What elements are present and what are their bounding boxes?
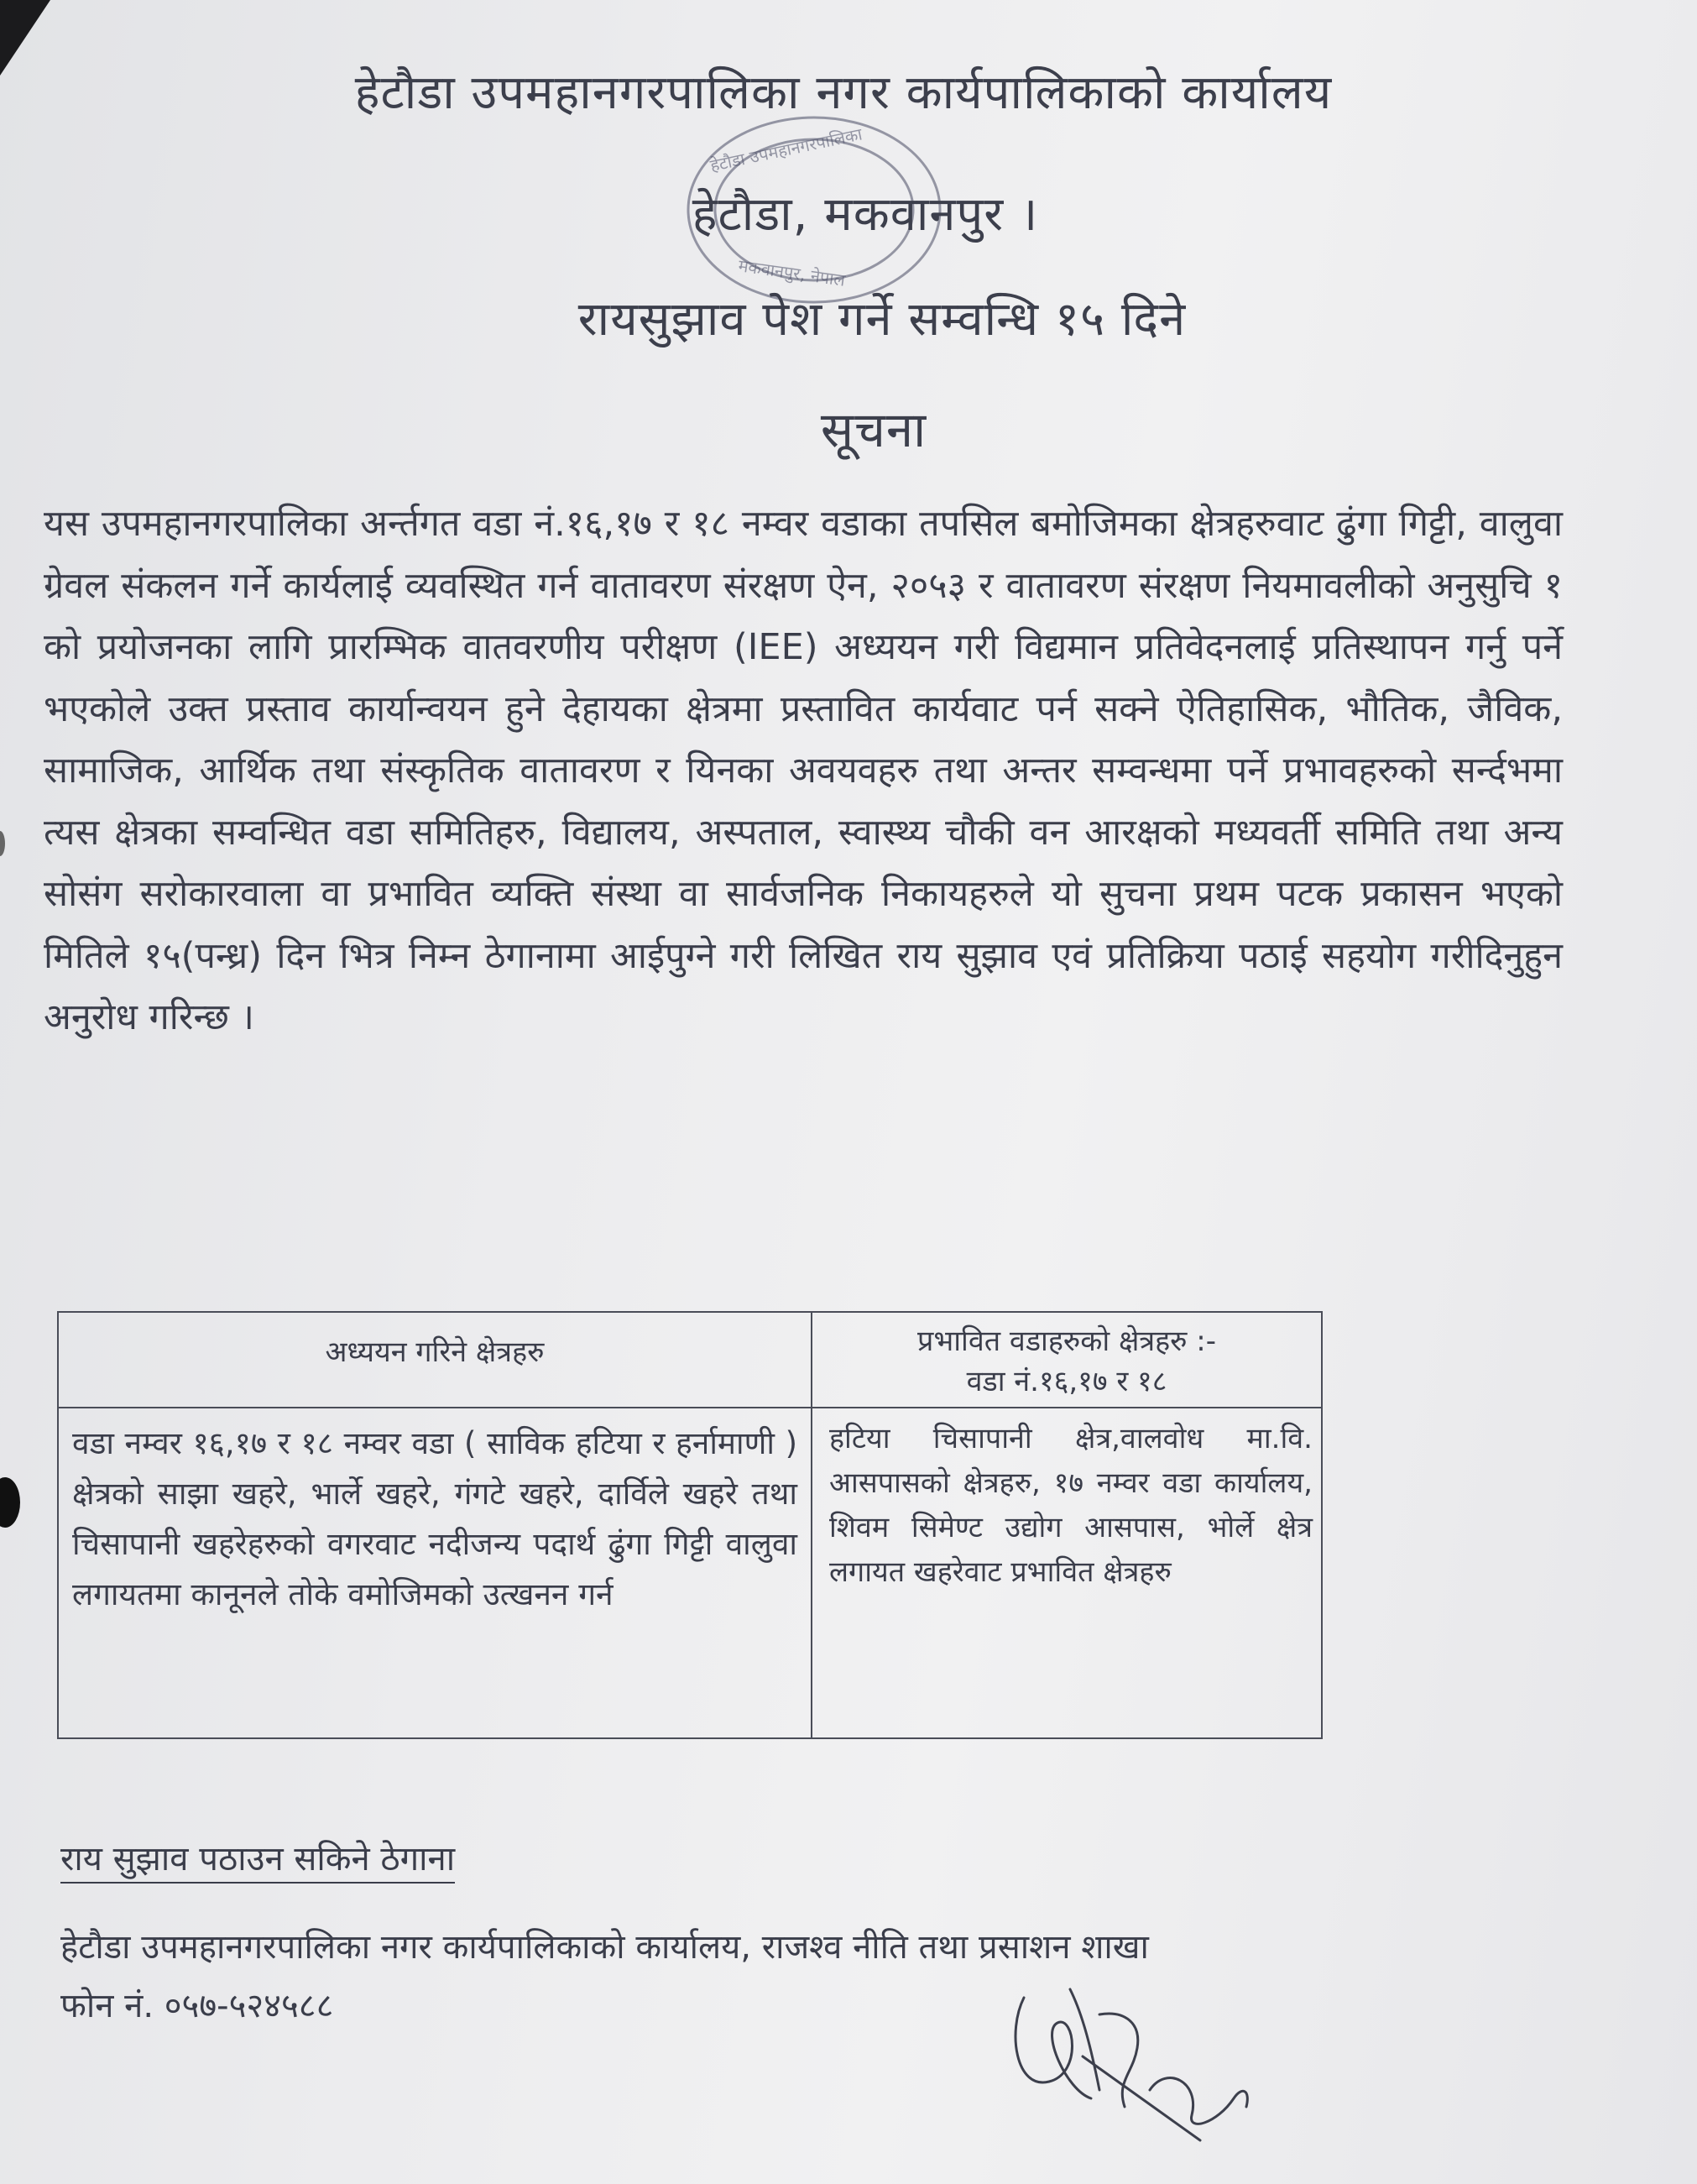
- punch-hole-small: [0, 831, 5, 856]
- table-cell-study-areas: वडा नम्वर १६,१७ र १८ नम्वर वडा ( साविक हटिया र हर्नामाणी ) क्षेत्रको साझा खहरे, भार्ले खहरे, गंगटे खहरे, दार्विले खहरे तथा चिसापानी खहरेहरुको वगरवाट नदीजन्य पदार्थ ढुंगा गिट्टी वालुवा लगायतमा कानूनले तोके वमोजिमको उत्खनन गर्न: [72, 1425, 797, 1612]
- study-area-table: [57, 1311, 1323, 1739]
- punch-hole: [0, 1477, 20, 1528]
- phone-number: फोन नं. ०५७-५२४५८८: [60, 1987, 334, 2025]
- svg-text:मकवानपुर, नेपाल: मकवानपुर, नेपाल: [737, 255, 847, 290]
- svg-text:हेटौडा उपमहानगरपालिका: हेटौडा उपमहानगरपालिका: [708, 123, 864, 176]
- address-heading: राय सुझाव पठाउन सकिने ठेगाना: [60, 1834, 455, 1884]
- office-title: हेटौडा उपमहानगरपालिका नगर कार्यपालिकाको कार्यालय: [354, 65, 1333, 120]
- notice-subject: रायसुझाव पेश गर्ने सम्वन्धि १५ दिने: [577, 292, 1187, 347]
- table-cell-affected-areas: हटिया चिसापानी क्षेत्र,वालवोध मा.वि. आसपासको क्षेत्रहरु, १७ नम्वर वडा कार्यालय, शिवम सिमेण्ट उद्योग आसपास, भोर्ले क्षेत्र लगायत खहरेवाट प्रभावित क्षेत्रहरु: [829, 1422, 1313, 1589]
- table-header-affected-areas: [812, 1313, 1321, 1407]
- notice-paragraph: यस उपमहानगरपालिका अर्न्तगत वडा नं.१६,१७ र १८ नम्वर वडाका तपसिल बमोजिमका क्षेत्रहरुवाट ढुंगा गिट्टी, वालुवा ग्रेवल संकलन गर्ने कार्यलाई व्यवस्थित गर्न वातावरण संरक्षण ऐन, २०५३ र वातावरण संरक्षण नियमावलीको अनुसुचि १ को प्रयोजनका लागि प्रारम्भिक वातवरणीय परीक्षण (IEE) अध्ययन गरी विद्यमान प्रतिवेदनलाई प्रतिस्थापन गर्नु पर्ने भएकोले उक्त प्रस्ताव कार्यान्वयन हुने देहायका क्षेत्रमा प्रस्तावित कार्यवाट पर्न सक्ने ऐतिहासिक, भौतिक, जैविक, सामाजिक, आर्थिक तथा संस्कृतिक वातावरण र यिनका अवयवहरु तथा अन्तर सम्वन्धमा पर्ने प्रभावहरुको सर्न्दभमा त्यस क्षेत्रका सम्वन्धित वडा समितिहरु, विद्यालय, अस्पताल, स्वास्थ्य चौकी वन आरक्षको मध्यवर्ती समिति तथा अन्य सोसंग सरोकारवाला वा प्रभावित व्यक्ति संस्था वा सार्वजनिक निकायहरुले यो सुचना प्रथम पटक प्रकासन भएको मितिले १५(पन्ध्र) दिन भित्र निम्न ठेगानामा आईपुग्ने गरी लिखित राय सुझाव एवं प्रतिक्रिया पठाई सहयोग गरीदिनुहुन अनुरोध गरिन्छ ।: [44, 503, 1563, 1038]
- table-header-affected-line2: वडा नं.१६,१७ र १८: [966, 1365, 1167, 1398]
- table-header-study-areas: अध्ययन गरिने क्षेत्रहरु: [325, 1335, 545, 1369]
- office-city: हेटौडा, मकवानपुर ।: [692, 187, 1039, 242]
- notice-heading: सूचना: [820, 401, 927, 458]
- signature: [990, 1964, 1276, 2157]
- table-header-affected-line1: प्रभावित वडाहरुको क्षेत्रहरु :-: [916, 1325, 1217, 1358]
- address-line: हेटौडा उपमहानगरपालिका नगर कार्यपालिकाको कार्यालय, राजश्व नीति तथा प्रसाशन शाखा: [60, 1928, 1149, 1967]
